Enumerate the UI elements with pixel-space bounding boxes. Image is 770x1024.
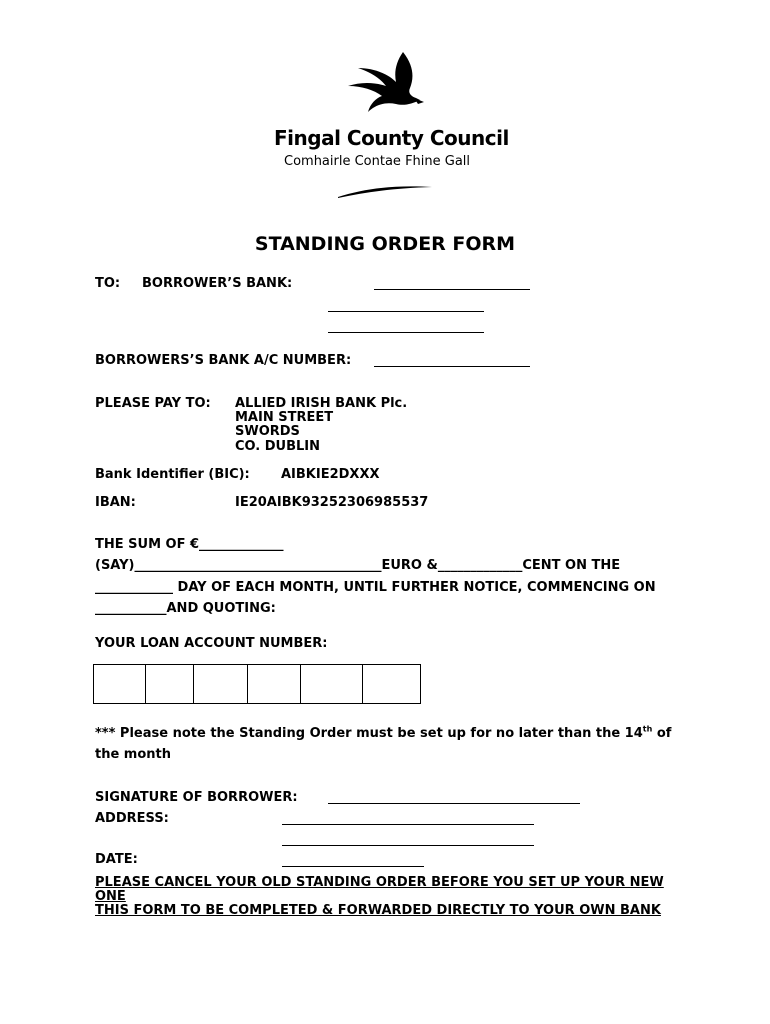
address-field-1[interactable] [282,824,534,825]
loan-account-number-boxes [93,664,421,704]
say-line[interactable]: (SAY)______________________________________EURO &_____________CENT ON THE [95,558,621,573]
loan-account-label: YOUR LOAN ACCOUNT NUMBER: [95,636,328,651]
org-name-irish: Comhairle Contae Fhine Gall [284,154,471,169]
pay-to-label: PLEASE PAY TO: [95,396,211,411]
bic-value: AIBKIE2DXXX [281,467,380,482]
loan-account-digit-box[interactable] [248,665,301,703]
iban-label: IBAN: [95,495,136,510]
borrowers-bank-field[interactable] [374,289,530,290]
cancel-notice: PLEASE CANCEL YOUR OLD STANDING ORDER BEFORE YOU SET UP YOUR NEW [95,875,664,890]
loan-account-digit-box[interactable] [146,665,194,703]
borrowers-bank-address-field-2[interactable] [328,332,484,333]
quoting-line[interactable]: ___________AND QUOTING: [95,601,276,616]
borrowers-bank-label: BORROWER’S BANK: [142,276,293,291]
address-label: ADDRESS: [95,811,169,826]
day-line[interactable]: ____________ DAY OF EACH MONTH, UNTIL FURTHER NOTICE, COMMENCING ON [95,580,656,595]
account-number-field[interactable] [374,366,530,367]
signature-label: SIGNATURE OF BORROWER: [95,790,298,805]
to-label: TO: [95,276,121,291]
deadline-note-line2: the month [95,747,172,762]
iban-value: IE20AIBK93252306985537 [235,495,429,510]
loan-account-digit-box[interactable] [194,665,248,703]
address-field-2[interactable] [282,845,534,846]
org-name: Fingal County Council [274,126,509,150]
sum-line[interactable]: THE SUM OF €_____________ [95,537,284,552]
cancel-notice-line2: ONE [95,889,126,904]
date-field[interactable] [282,866,424,867]
borrowers-bank-address-field-1[interactable] [328,311,484,312]
forward-notice: THIS FORM TO BE COMPLETED & FORWARDED DIRECTLY TO YOUR OWN BANK [95,903,661,918]
deadline-note: *** Please note the Standing Order must be set up for no later than the 14th of [95,724,672,741]
date-label: DATE: [95,852,138,867]
bic-label: Bank Identifier (BIC): [95,467,250,482]
payee-line: SWORDS [235,424,300,439]
account-number-label: BORROWERS’S BANK A/C NUMBER: [95,353,352,368]
loan-account-digit-box[interactable] [301,665,363,703]
loan-account-digit-box[interactable] [94,665,146,703]
signature-field[interactable] [328,803,580,804]
payee-line: CO. DUBLIN [235,439,321,454]
page-title: STANDING ORDER FORM [254,233,516,255]
bird-icon [330,48,440,123]
swoosh-divider [336,184,436,200]
payee-line: MAIN STREET [235,410,334,425]
payee-line: ALLIED IRISH BANK Plc. [235,396,408,411]
loan-account-digit-box[interactable] [363,665,420,703]
